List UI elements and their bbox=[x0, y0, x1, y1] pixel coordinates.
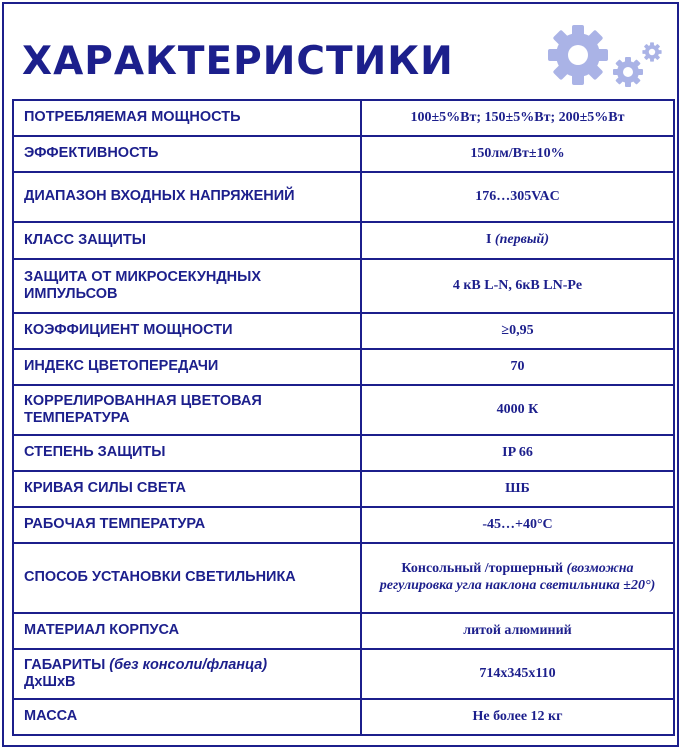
table-row bbox=[13, 385, 674, 435]
row-value: ≥0,95 bbox=[361, 313, 674, 349]
row-value-note: (возможна регулировка угла наклона светильника ±20°) bbox=[379, 561, 656, 593]
row-param: СПОСОБ УСТАНОВКИ СВЕТИЛЬНИКА bbox=[13, 543, 361, 613]
row-param: ГАБАРИТЫ bbox=[24, 656, 106, 673]
row-value: 150лм/Вт±10% bbox=[361, 136, 674, 172]
row-value-note: (первый) bbox=[494, 232, 550, 248]
row-value: литой алюминий bbox=[361, 613, 674, 649]
row-param: ЗАЩИТА ОТ МИКРОСЕКУНДНЫХ ИМПУЛЬСОВ bbox=[13, 259, 361, 313]
row-value: -45…+40°С bbox=[361, 507, 674, 543]
table-row bbox=[13, 172, 674, 222]
row-param: ДИАПАЗОН ВХОДНЫХ НАПРЯЖЕНИЙ bbox=[13, 172, 361, 222]
row-value: Консольный /торшерный bbox=[401, 561, 564, 577]
table-row bbox=[13, 699, 674, 735]
row-param-cell bbox=[13, 649, 361, 699]
row-param: ЭФФЕКТИВНОСТЬ bbox=[13, 136, 361, 172]
row-param: ПОТРЕБЛЯЕМАЯ МОЩНОСТЬ bbox=[13, 100, 361, 136]
row-param: МАССА bbox=[13, 699, 361, 735]
row-value: 70 bbox=[361, 349, 674, 385]
row-param: МАТЕРИАЛ КОРПУСА bbox=[13, 613, 361, 649]
row-value-cell bbox=[361, 222, 674, 259]
row-value: Не более 12 кг bbox=[361, 699, 674, 735]
row-value: ШБ bbox=[361, 471, 674, 507]
row-param: СТЕПЕНЬ ЗАЩИТЫ bbox=[13, 435, 361, 471]
table-row bbox=[13, 349, 674, 385]
row-value: 176…305VAC bbox=[361, 172, 674, 222]
table-row bbox=[13, 543, 674, 613]
gears-icon bbox=[548, 22, 668, 92]
row-value: 714x345x110 bbox=[361, 649, 674, 699]
row-param: КОРРЕЛИРОВАННАЯ ЦВЕТОВАЯ ТЕМПЕРАТУРА bbox=[13, 385, 361, 435]
row-value: 4000 К bbox=[361, 385, 674, 435]
row-param: РАБОЧАЯ ТЕМПЕРАТУРА bbox=[13, 507, 361, 543]
table-row bbox=[13, 222, 674, 259]
row-value: 100±5%Вт; 150±5%Вт; 200±5%Вт bbox=[361, 100, 674, 136]
table-row bbox=[13, 507, 674, 543]
row-param: КЛАСС ЗАЩИТЫ bbox=[13, 222, 361, 259]
row-value: IP 66 bbox=[361, 435, 674, 471]
table-row bbox=[13, 259, 674, 313]
row-value: 4 кВ L-N, 6кВ LN-Pe bbox=[361, 259, 674, 313]
page-title: ХАРАКТЕРИСТИКИ bbox=[22, 39, 454, 84]
row-value-cell bbox=[361, 543, 674, 613]
table-row bbox=[13, 313, 674, 349]
row-value: I bbox=[485, 232, 492, 248]
table-row bbox=[13, 649, 674, 699]
table-row bbox=[13, 100, 674, 136]
spec-table bbox=[12, 99, 675, 736]
row-param: ИНДЕКС ЦВЕТОПЕРЕДАЧИ bbox=[13, 349, 361, 385]
table-row bbox=[13, 136, 674, 172]
row-param: КОЭФФИЦИЕНТ МОЩНОСТИ bbox=[13, 313, 361, 349]
table-row bbox=[13, 471, 674, 507]
row-param-note: (без консоли/фланца) bbox=[109, 656, 268, 673]
table-row bbox=[13, 435, 674, 471]
table-row bbox=[13, 613, 674, 649]
spec-sheet-frame bbox=[2, 2, 679, 747]
row-param: КРИВАЯ СИЛЫ СВЕТА bbox=[13, 471, 361, 507]
row-param-suffix: ДхШхВ bbox=[24, 674, 76, 690]
